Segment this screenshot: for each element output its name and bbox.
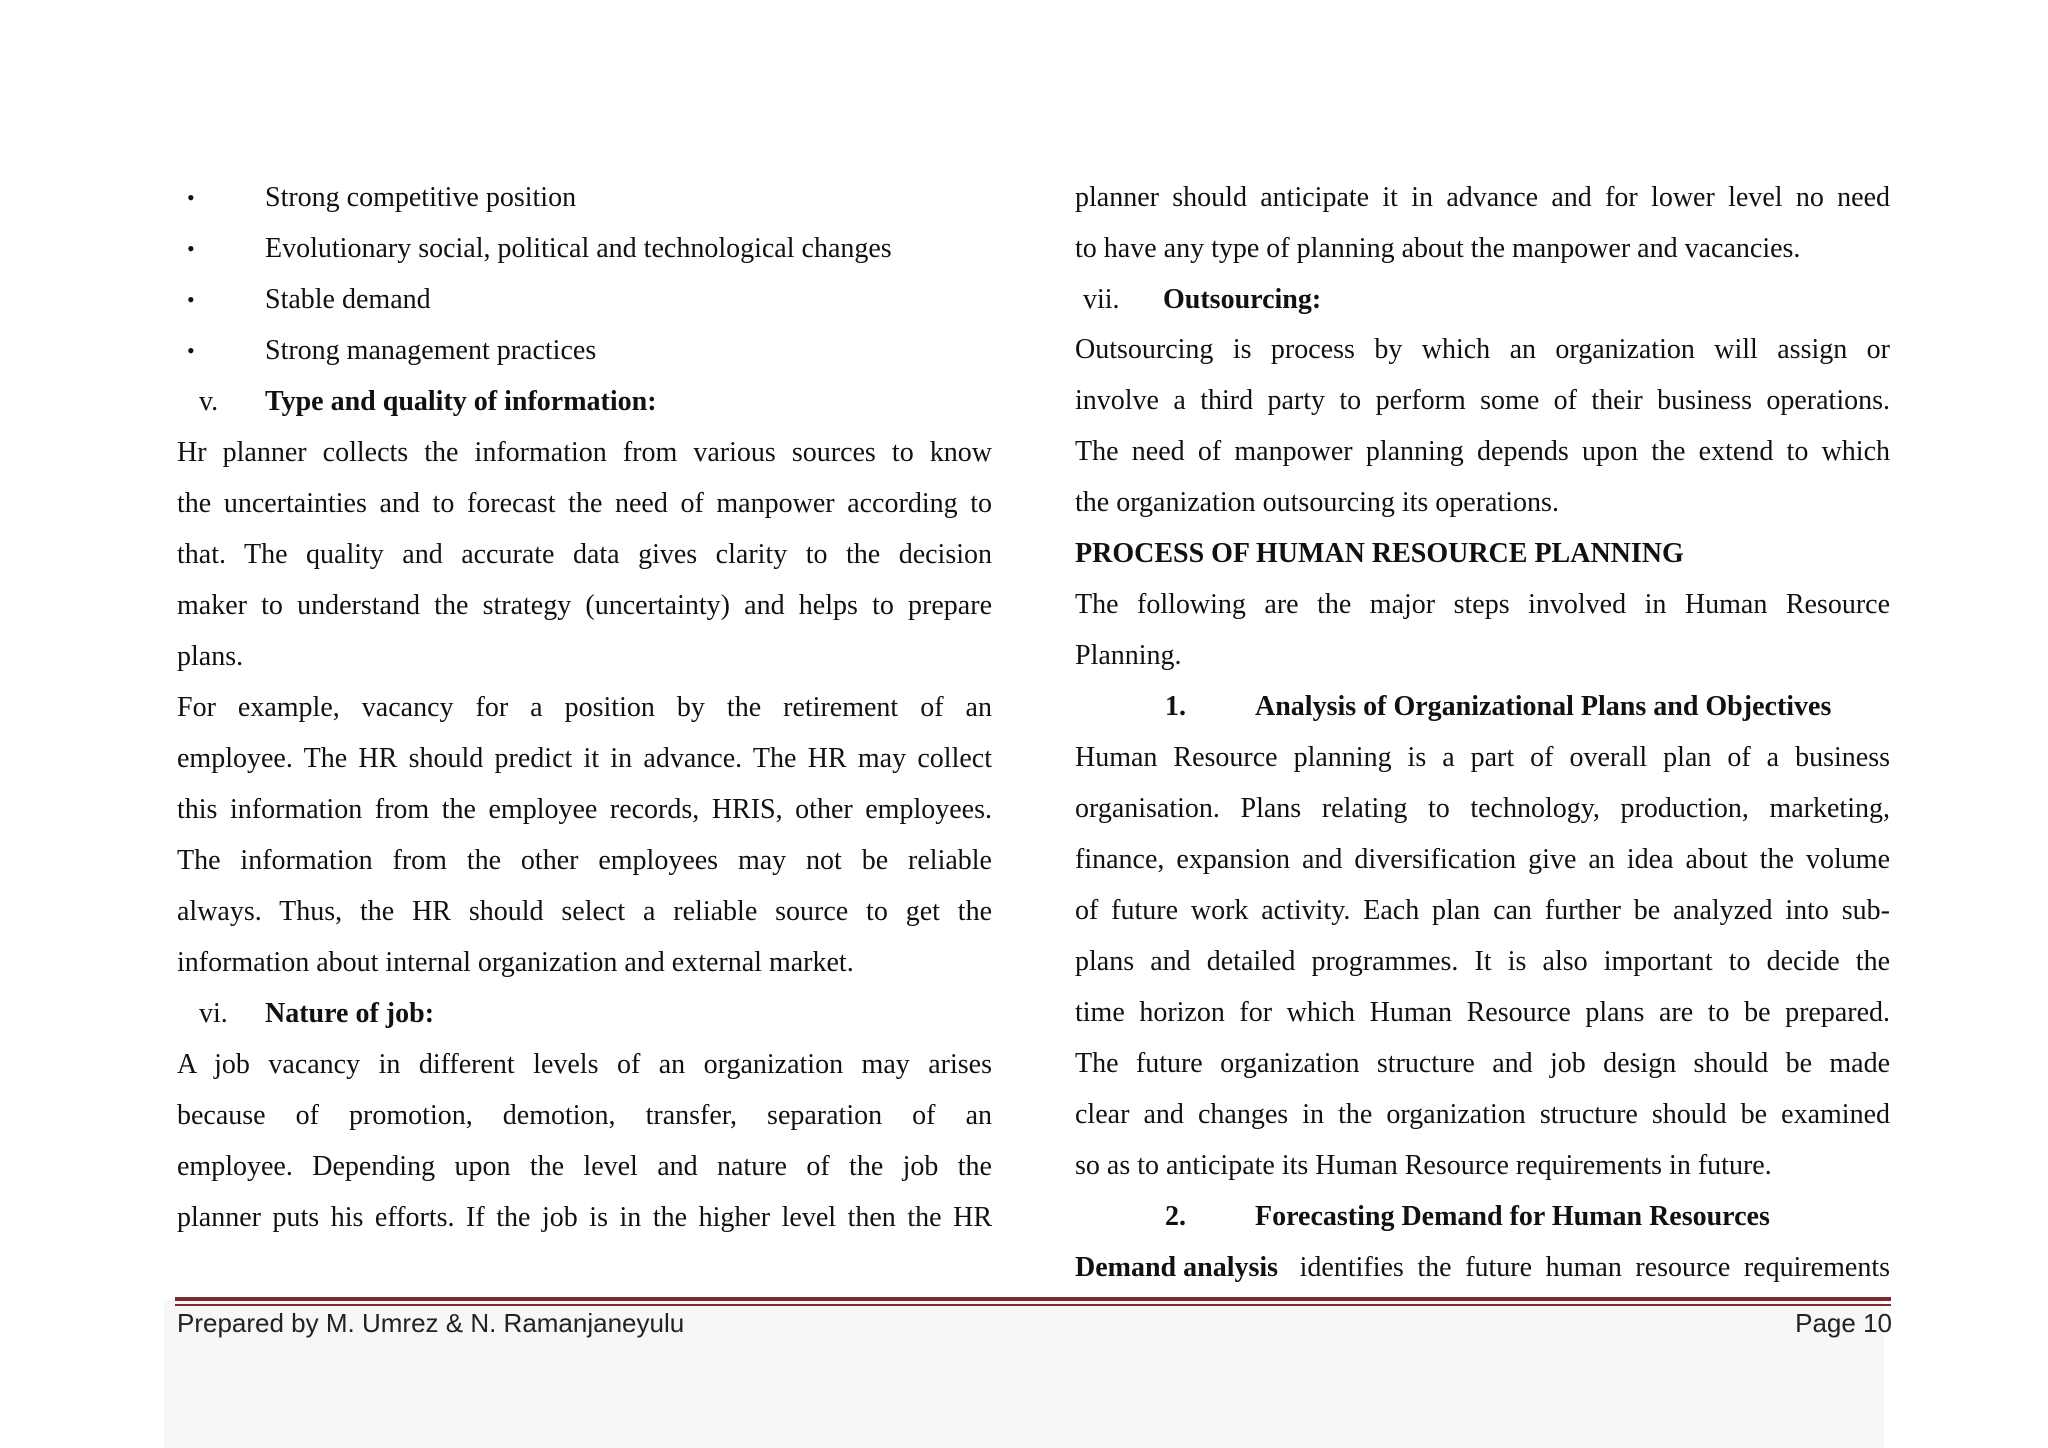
- bullet-item: • Strong competitive position: [177, 172, 992, 223]
- bullet-icon: •: [187, 185, 195, 210]
- section-heading-vi: vi. Nature of job:: [199, 998, 435, 1029]
- bullet-item: • Evolutionary social, political and technological changes: [177, 223, 992, 274]
- bullet-item: • Stable demand: [177, 274, 992, 325]
- paragraph-step-1: Human Resource planning is a part of overall plan of a business organisation. Plans relating to technology, production, marketing, finance, expansion and diversification give an idea about the volume of future work activity. Each plan can further be analyzed into sub- plans and detailed programmes. It is also important to decide the time horizon for which Human Resource plans are to be prepared. The future organization structure and job design should be made clear and changes in the organization structure should be examined so as to anticipate its Human Resource requirements in future.: [1075, 742, 1890, 1181]
- paragraph-nature-of-job: A job vacancy in different levels of an organization may arises because of promotion, demotion, transfer, separation of an employee. Depending upon the level and nature of the job the planner puts his efforts. If the job is in the higher level then the HR: [177, 1049, 992, 1233]
- page-number: Page 10: [1795, 1308, 1892, 1338]
- bullet-icon: •: [187, 287, 195, 312]
- left-column: [177, 172, 992, 1243]
- paragraph-outsourcing: Outsourcing is process by which an organization will assign or involve a third party to perform some of their business operations. The need of manpower planning depends upon the extend to which the organization outsourcing its operations.: [1075, 334, 1890, 518]
- demand-analysis-term: Demand analysis: [1075, 1252, 1279, 1283]
- footer-rule-thick: [175, 1297, 1891, 1301]
- step-heading-2: 2. Forecasting Demand for Human Resources: [1165, 1201, 1770, 1232]
- paragraph-continued: planner should anticipate it in advance and for lower level no need to have any type of planning about the manpower and vacancies.: [1075, 182, 1890, 264]
- section-heading-v: v. Type and quality of information:: [199, 386, 657, 417]
- right-column: [1075, 172, 1890, 1293]
- paragraph-information: Hr planner collects the information from various sources to know the uncertainties and to forecast the need of manpower according to that. The quality and accurate data gives clarity to the decision maker to understand the strategy (uncertainty) and helps to prepare plans.: [177, 437, 992, 672]
- bullet-item: • Strong management practices: [177, 325, 992, 376]
- paragraph-step-2: Demand analysis identifies the future human resource requirements: [1075, 1242, 1890, 1293]
- step-heading-1: 1. Analysis of Organizational Plans and Objectives: [1165, 691, 1832, 722]
- bullet-icon: •: [187, 338, 195, 363]
- footer-author: Prepared by M. Umrez & N. Ramanjaneyulu: [177, 1308, 685, 1338]
- paragraph-intro: The following are the major steps involved in Human Resource Planning.: [1075, 589, 1890, 671]
- bullet-icon: •: [187, 236, 195, 261]
- section-title: PROCESS OF HUMAN RESOURCE PLANNING: [1075, 538, 1684, 569]
- paragraph-example: For example, vacancy for a position by the retirement of an employee. The HR should predict it in advance. The HR may collect this information from the employee records, HRIS, other employees. The information from the other employees may not be reliable always. Thus, the HR should select a reliable source to get the information about internal organization and external market.: [177, 692, 992, 978]
- section-heading-vii: vii. Outsourcing:: [1083, 284, 1322, 315]
